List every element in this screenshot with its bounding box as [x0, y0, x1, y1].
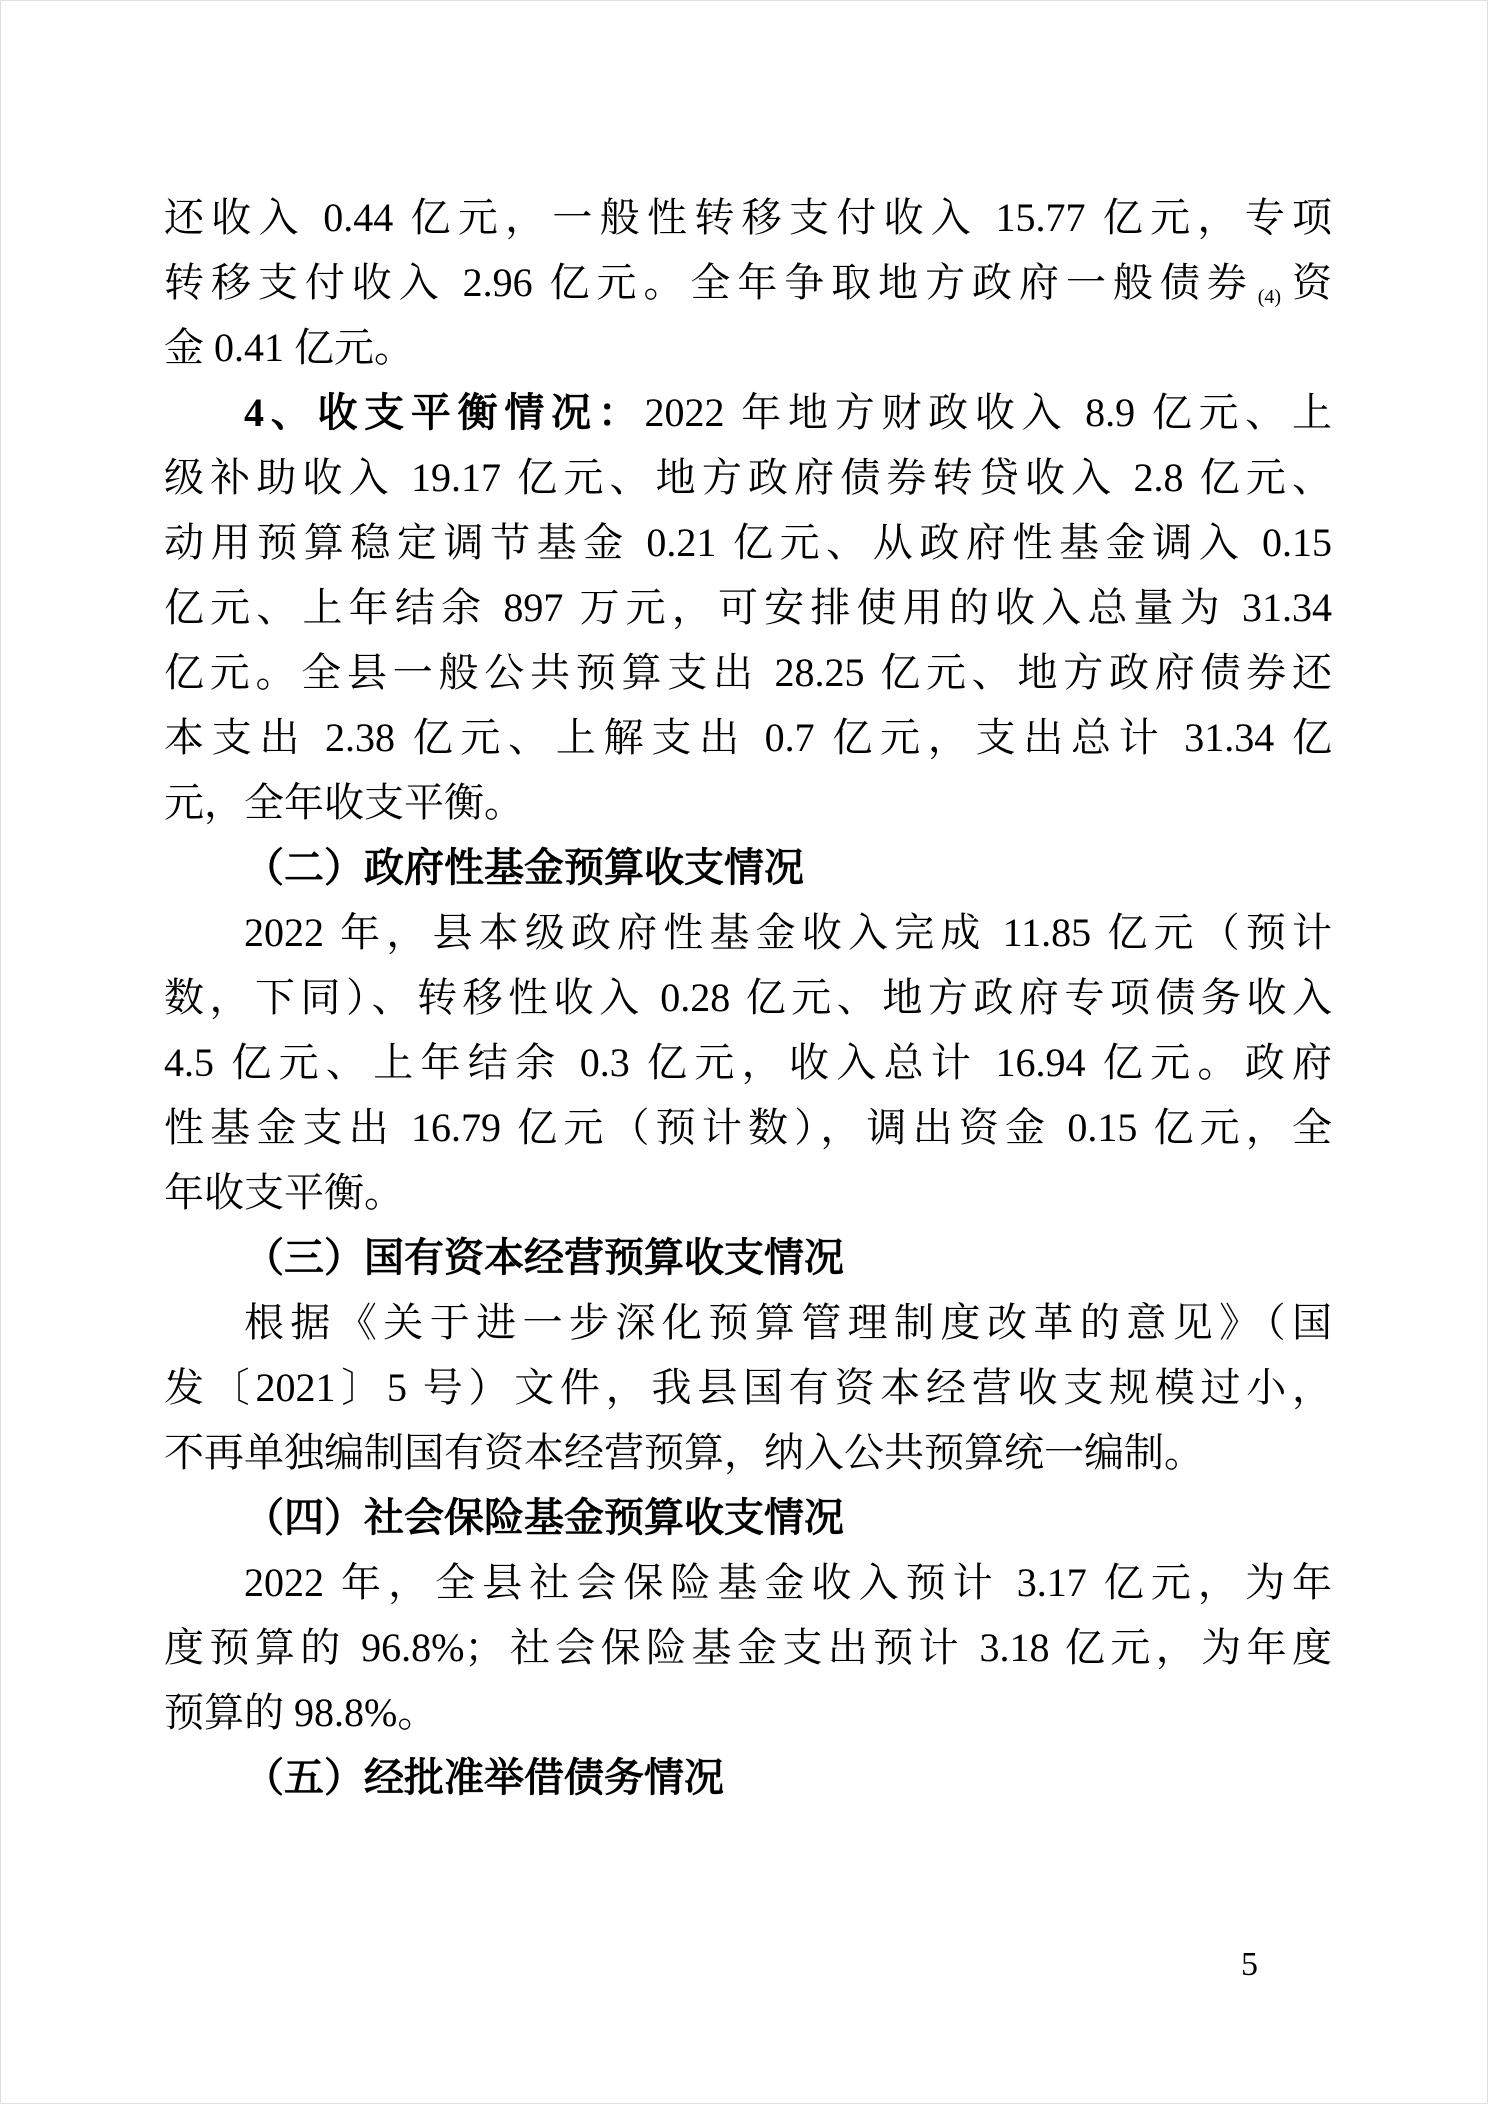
text-run: 不再单独编制国有资本经营预算，纳入公共预算统一编制。: [164, 1430, 1204, 1475]
text-run: 预算的 98.8%。: [164, 1690, 438, 1735]
heading-run: （五）经批准举借债务情况: [244, 1755, 724, 1800]
text-line: [164, 900, 1332, 965]
text-run: 年收支平衡。: [164, 1170, 404, 1215]
text-line: [164, 1290, 1332, 1355]
text-run: 元，全年收支平衡。: [164, 780, 524, 825]
text-line: [164, 445, 1332, 510]
text-line: [164, 1615, 1332, 1680]
text-line: [164, 705, 1332, 770]
text-run: 度预算的 96.8%；社会保险基金支出预计 3.18 亿元，为年度: [164, 1625, 1332, 1670]
heading-run: （三）国有资本经营预算收支情况: [244, 1235, 844, 1280]
text-run: 2022 年，县本级政府性基金收入完成 11.85 亿元（预计: [244, 910, 1332, 955]
text-line: [164, 510, 1332, 575]
text-line: [164, 1485, 1332, 1550]
text-run: 亿元。全县一般公共预算支出 28.25 亿元、地方政府债券还: [164, 650, 1332, 695]
text-run: 转移支付收入 2.96 亿元。全年争取地方政府一般债券: [164, 260, 1254, 305]
text-line: [164, 770, 1332, 835]
heading-run: （四）社会保险基金预算收支情况: [244, 1495, 844, 1540]
text-line: [164, 315, 1332, 380]
text-line: [164, 250, 1332, 315]
heading-run: （二）政府性基金预算收支情况: [244, 845, 804, 890]
text-run: 2022 年地方财政收入 8.9 亿元、上: [644, 390, 1333, 435]
text-line: [164, 575, 1332, 640]
text-line: [164, 1550, 1332, 1615]
text-line: [164, 1420, 1332, 1485]
text-line: [164, 835, 1332, 900]
text-line: [164, 1355, 1332, 1420]
text-line: [164, 640, 1332, 705]
text-line: [164, 1095, 1332, 1160]
footnote-marker: (4): [1257, 286, 1282, 308]
text-run: 资: [1285, 260, 1333, 305]
text-run: 发〔2021〕5 号）文件，我县国有资本经营收支规模过小，: [164, 1365, 1332, 1410]
text-run: 性基金支出 16.79 亿元（预计数），调出资金 0.15 亿元，全: [164, 1105, 1332, 1150]
text-run: 亿元、上年结余 897 万元，可安排使用的收入总量为 31.34: [164, 585, 1332, 630]
text-line: [164, 1680, 1332, 1745]
text-run: 数，下同）、转移性收入 0.28 亿元、地方政府专项债务收入: [164, 975, 1332, 1020]
heading-run: 4、收支平衡情况：: [244, 390, 645, 435]
text-run: 本支出 2.38 亿元、上解支出 0.7 亿元，支出总计 31.34 亿: [164, 715, 1332, 760]
text-run: 级补助收入 19.17 亿元、地方政府债券转贷收入 2.8 亿元、: [164, 455, 1332, 500]
text-run: 动用预算稳定调节基金 0.21 亿元、从政府性基金调入 0.15: [164, 520, 1332, 565]
text-line: [164, 185, 1332, 250]
document-body: [164, 185, 1332, 1810]
text-line: [164, 965, 1332, 1030]
text-run: 根据《关于进一步深化预算管理制度改革的意见》（国: [244, 1300, 1332, 1345]
text-run: 还收入 0.44 亿元，一般性转移支付收入 15.77 亿元，专项: [164, 195, 1332, 240]
text-run: 2022 年，全县社会保险基金收入预计 3.17 亿元，为年: [244, 1560, 1332, 1605]
text-run: 4.5 亿元、上年结余 0.3 亿元，收入总计 16.94 亿元。政府: [164, 1040, 1332, 1085]
text-line: [164, 1160, 1332, 1225]
text-line: [164, 380, 1332, 445]
text-line: [164, 1745, 1332, 1810]
text-run: 金 0.41 亿元。: [164, 325, 414, 370]
text-line: [164, 1225, 1332, 1290]
page-number: 5: [1241, 1946, 1258, 1983]
text-line: [164, 1030, 1332, 1095]
